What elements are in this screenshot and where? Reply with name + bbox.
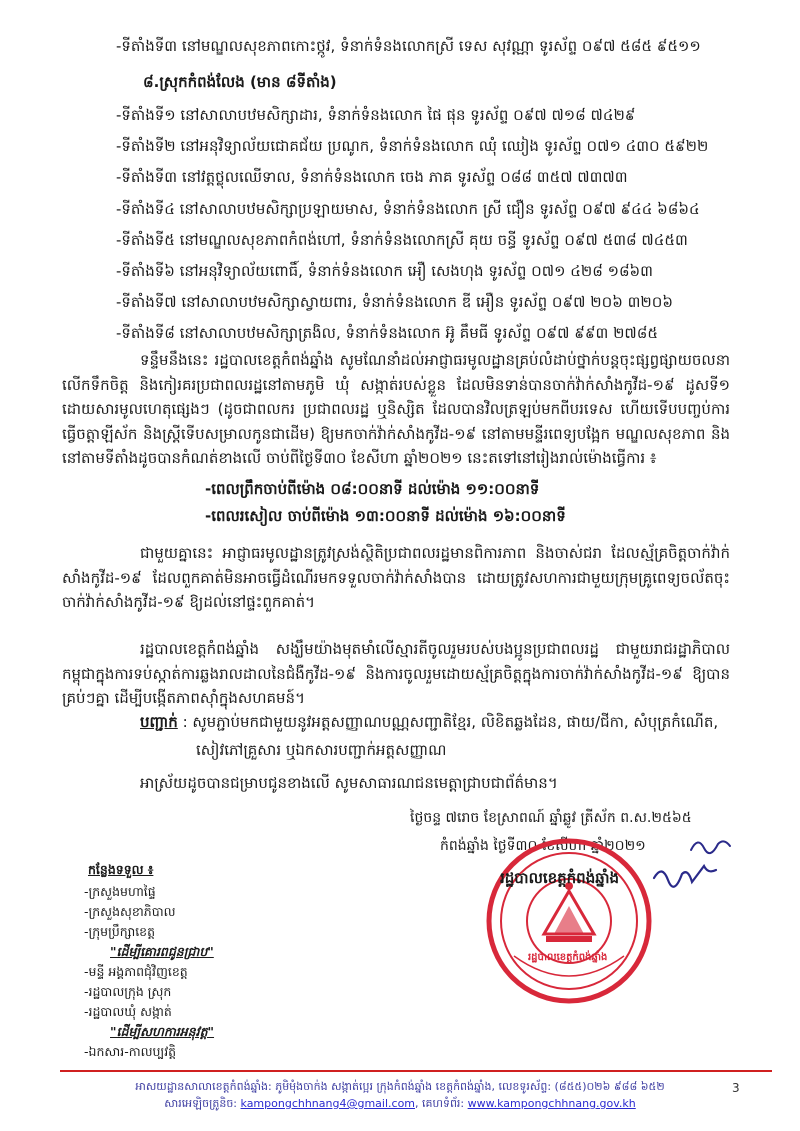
location-item: -ទីតាំងទី៣ នៅមណ្ឌលសុខភាពកោះថ្កូវ, ទំនាក់ទំនងលោកស្រី ទេស សុវណ្ណា ទូរស័ព្ទ ០៩៧ ៥៨៥ ៩៥១១: [116, 37, 701, 55]
location-item: -ទីតាំងទី៤ នៅសាលាបឋមសិក្សាប្រឡាយមាស, ទំនាក់ទំនងលោក ស្រី ជឿន ទូរស័ព្ទ ០៩៧ ៩៤៤ ៦៨៦៤: [116, 200, 700, 218]
location-item: -ទីតាំងទី៣ នៅវត្តថ្លុលឈើទាល, ទំនាក់ទំនងលោក ចេង ភាគ ទូរស័ព្ទ ០៨៨ ៣៥៧ ៧៣៧៣: [116, 168, 628, 186]
email-link[interactable]: kampongchhnang4@gmail.com: [240, 1097, 416, 1110]
note-line-2: សៀវភៅគ្រួសារ ឬឯកសារបញ្ជាក់អត្តសញ្ញាណ: [196, 741, 447, 759]
cc-title: កន្លែងទទួល ៖: [88, 862, 154, 877]
cc-item: -ក្រសួងមហាផ្ទៃ: [84, 884, 156, 899]
footer-web-label: , គេហទំព័រ:: [415, 1097, 465, 1110]
district-heading: ៨.ស្រុកកំពង់លែង (មាន ៨ទីតាំង): [143, 73, 337, 91]
signatory-title: រដ្ឋបាលខេត្តកំពង់ឆ្នាំង: [500, 869, 620, 887]
date-lunar: ថ្ងៃចន្ទ ៧រោច ខែស្រាពណ៍ ឆ្នាំឆ្លូវ ត្រីស័ក ព.ស.២៥៦៥: [410, 810, 692, 826]
signature-icon: [652, 860, 722, 890]
closing-text: អាស្រ័យដូចបានជម្រាបជូនខាងលើ សូមសាធារណជនមេត្តាជ្រាបជាព័ត៌មាន។: [140, 774, 558, 792]
initial-mark-icon: [688, 834, 734, 856]
page-number: 3: [732, 1081, 740, 1095]
cc-item: -មន្ទី អង្គភាពជុំវិញខេត្ត: [84, 964, 188, 979]
location-item: -ទីតាំងទី៥ នៅមណ្ឌលសុខភាពកំពង់ហៅ, ទំនាក់ទំនងលោកស្រី គុយ ចន្ធី ទូរស័ព្ទ ០៩៧ ៥៣៨ ៧៤៥៣: [116, 231, 688, 249]
note-line-1: [140, 712, 718, 732]
cc-item: -ឯកសារ-កាលប្បវត្តិ: [84, 1044, 177, 1059]
cc-label-inform: "ដើម្បីគោរពជូនជ្រាប": [110, 944, 214, 959]
elderly-paragraph: ជាមួយគ្នានេះ អាជ្ញាធរមូលដ្ឋានត្រូវស្រង់ស្ថិតិប្រជាពលរដ្ឋមានពិការភាព និងចាស់ជរា ដែលស្ម័គ្រចិត្តចាក់វ៉ាក់សាំងកូវីដ-១៩ ដែលពួកគាត់មិនអាចធ្វើដំណើរមកទទួលចាក់វ៉ាក់សាំងបាន ដោយត្រូវសហការជាមួយក្រុមគ្រូពេទ្យចល័តចុះចាក់វ៉ាក់សាំងកូវីដ-១៩ ឱ្យដល់នៅផ្ទះពួកគាត់។: [62, 544, 730, 611]
footer-divider: [60, 1070, 772, 1072]
official-seal-icon: [484, 836, 654, 1006]
cc-item: -រដ្ឋបាលក្រុង ស្រុក: [84, 984, 172, 999]
date-solar: កំពង់ឆ្នាំង ថ្ងៃទី៣០ ខែសីហា ឆ្នាំ២០២១: [440, 838, 646, 854]
cc-item: -រដ្ឋបាលឃុំ សង្កាត់: [84, 1004, 172, 1019]
location-item: -ទីតាំងទី៧ នៅសាលាបឋមសិក្សាស្វាយពារ, ទំនាក់ទំនងលោក ឌី អឿន ទូរស័ព្ទ ០៩៧ ២០៦ ៣២០៦: [116, 293, 673, 311]
location-item: -ទីតាំងទី២ នៅអនុវិទ្យាល័យជោគជ័យ ប្រណូក, ទំនាក់ទំនងលោក ឈុំ ឈៀង ទូរស័ព្ទ ០៧១ ៤៣០ ៥៩២២: [116, 137, 709, 155]
footer-address: អាសយដ្ឋានសាលាខេត្តកំពង់ឆ្នាំង: ភូមិមុំងចាក់ង សង្កាត់ប្អេរ ក្រុងកំពង់ឆ្នាំង ខេត្តកំពង់ឆ្នាំង, លេខទូរស័ព្ទ: (៨៥៥)០២៦ ៩៨៨ ៦៥២: [135, 1080, 665, 1093]
hours-afternoon: -ពេលរសៀល ចាប់ពីម៉ោង ១៣:០០នាទី ដល់ម៉ោង ១៦:០០នាទី: [205, 507, 566, 525]
seal-text: រដ្ឋបាលខេត្តកំពង់ឆ្នាំង: [528, 952, 608, 963]
hours-morning: -ពេលព្រឹកចាប់ពីម៉ោង ០៨:០០នាទី ដល់ម៉ោង ១១:០០នាទី: [205, 480, 540, 498]
note-text-1: : សូមភ្ជាប់មកជាមួយនូវអត្តសញ្ញាណបណ្ណសញ្ជាតិខ្មែរ, លិខិតឆ្លងដែន, ផាយ/ជីកា, សំបុត្រកំណើត,: [182, 713, 719, 731]
cc-label-act: "ដើម្បីសហការអនុវត្ត": [110, 1024, 215, 1039]
note-label: បញ្ជាក់: [140, 713, 178, 731]
main-paragraph: ទន្ទឹមនឹងនេះ រដ្ឋបាលខេត្តកំពង់ឆ្នាំង សូមណែនាំដល់អាជ្ញាធរមូលដ្ឋានគ្រប់លំដាប់ថ្នាក់បន្តចុះផ្សព្វផ្សាយចលនាលើកទឹកចិត្ត និងកៀរគរប្រជាពលរដ្ឋនៅតាមភូមិ ឃុំ សង្កាត់របស់ខ្លួន ដែលមិនទាន់បានចាក់វ៉ាក់សាំងកូវីដ-១៩ ដូសទី១ ដោយសារមូលហេតុផ្សេងៗ (ដូចជាពលករ ប្រជាពលរដ្ឋ ឬនិស្សិត ដែលបានវិលត្រឡប់មកពីបរទេស ហើយទើបបញ្ចប់ការធ្វើចត្តាឡីស័ក និងស្ត្រីទើបសម្រាលកូនជាដើម) ឱ្យមកចាក់វ៉ាក់សាំងកូវីដ-១៩ នៅតាមមន្ទីរពេទ្យបង្អែក មណ្ឌលសុខភាព និងនៅតាមទីតាំងដូចបានកំណត់ខាងលើ ចាប់ពីថ្ងៃទី៣០ ខែសីហា ឆ្នាំ២០២១ នេះតទៅនៅរៀងរាល់ម៉ោងធ្វើការ ៖: [62, 351, 730, 467]
website-link[interactable]: www.kampongchhnang.gov.kh: [467, 1097, 636, 1110]
footer-email-label: សារអេឡិចត្រូនិច:: [164, 1097, 238, 1110]
footer-contact: [0, 1097, 800, 1113]
cc-item: -ក្រសួងសុខាភិបាល: [84, 904, 176, 919]
cc-item: -ក្រុមប្រឹក្សាខេត្ត: [84, 924, 156, 939]
location-item: -ទីតាំងទី៦ នៅអនុវិទ្យាល័យពោធិ៍, ទំនាក់ទំនងលោក អឿ សេងហុង ទូរស័ព្ទ ០៧១ ៤២៨ ១៨៦៣: [116, 262, 653, 280]
location-item: -ទីតាំងទី៨ នៅសាលាបឋមសិក្សាត្រងិល, ទំនាក់ទំនងលោក អ៊ូ គឹមធី ទូរស័ព្ទ ០៩៧ ៩៩៣ ២៧៨៥: [116, 324, 658, 342]
location-item: -ទីតាំងទី១ នៅសាលាបឋមសិក្សាដារ, ទំនាក់ទំនងលោក ផៃ ផុន ទូរស័ព្ទ ០៩៧ ៧១៨ ៧៤២៩: [116, 106, 636, 124]
hope-paragraph: រដ្ឋបាលខេត្តកំពង់ឆ្នាំង សង្ឃឹមយ៉ាងមុតមាំលើស្មារតីចូលរួមរបស់បងប្អូនប្រជាពលរដ្ឋ ជាមួយរាជរដ្ឋាភិបាលកម្ពុជាក្នុងការទប់ស្កាត់ការឆ្លងរាលដាលនៃជំងឺកូវីដ-១៩ និងការចូលរួមដោយស្ម័គ្រចិត្តក្នុងការចាក់វ៉ាក់សាំងកូវីដ-១៩ ឱ្យបានគ្រប់ៗគ្នា ដើម្បីបង្កើតភាពស៊ាំក្នុងសហគមន៍។: [62, 640, 730, 707]
